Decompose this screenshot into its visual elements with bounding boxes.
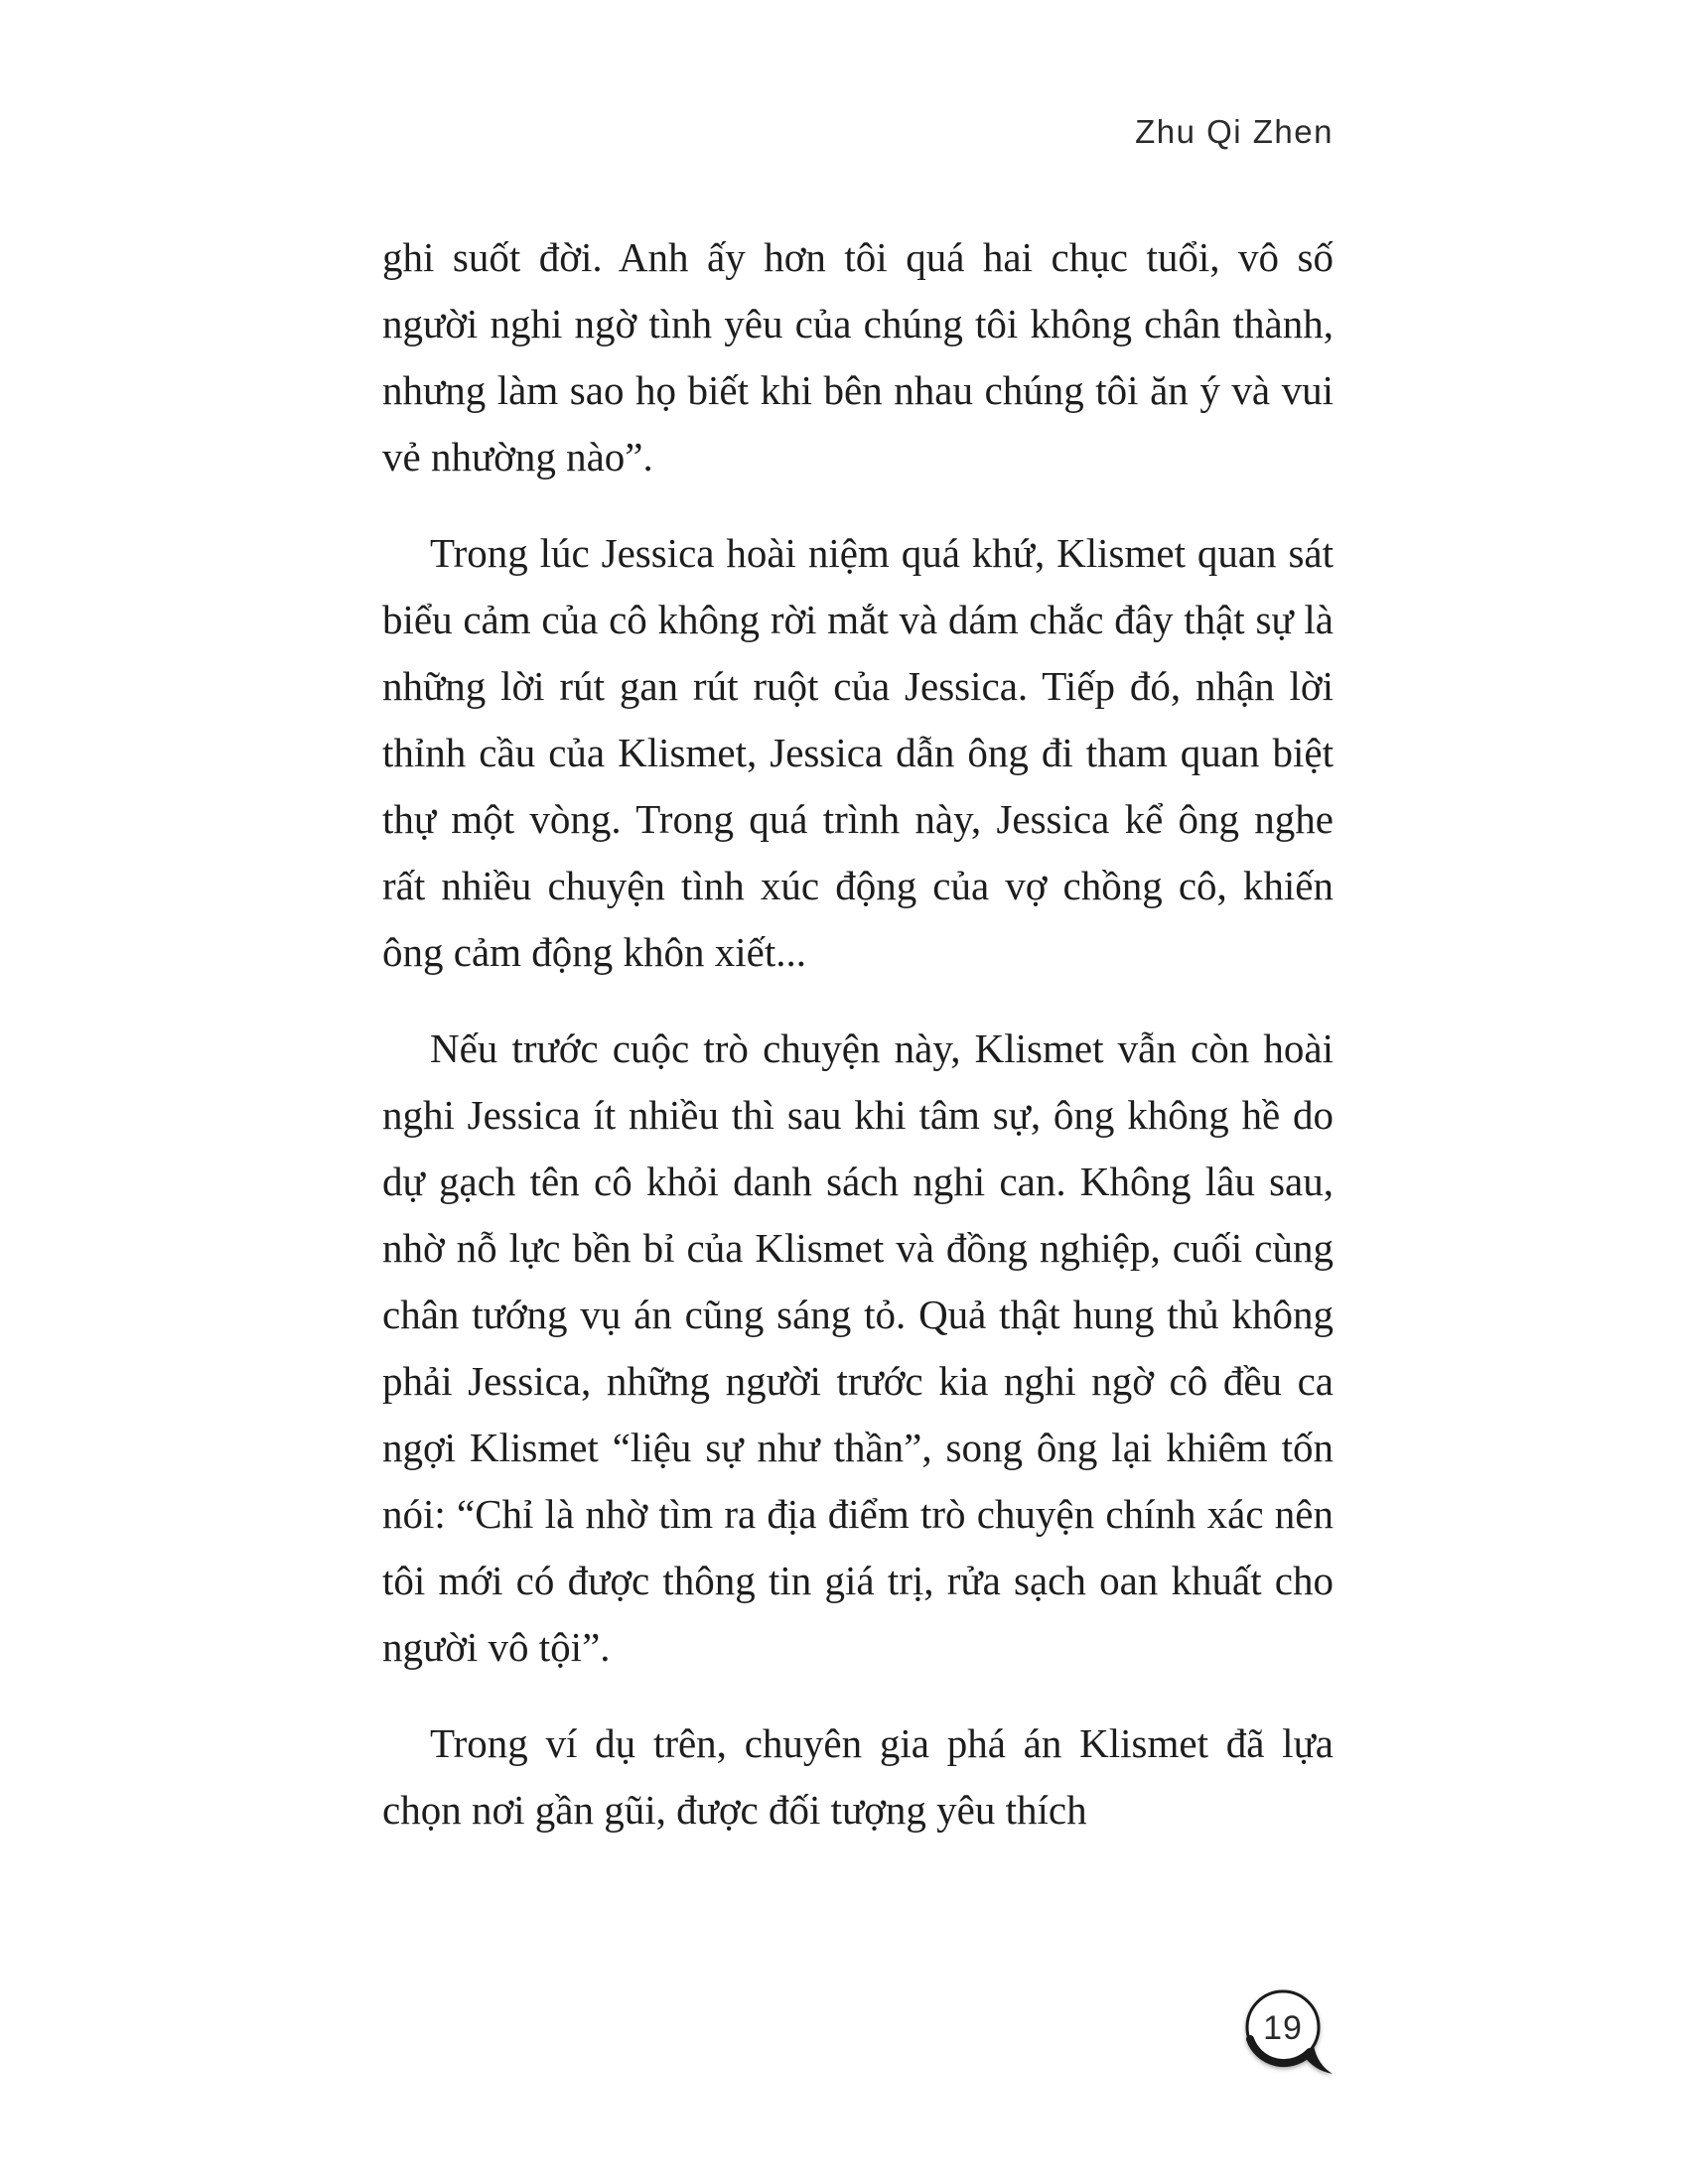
paragraph: Nếu trước cuộc trò chuyện này, Klismet vẫn còn hoài nghi Jessica ít nhiều thì sau khi tâm sự, ông không hề do dự gạch tên cô khỏi danh sách nghi can. Không lâu sau, nhờ nỗ lực bền bỉ của Klismet và đồng nghiệp, cuối cùng chân tướng vụ án cũng sáng tỏ. Quả thật hung thủ không phải Jessica, những người trước kia nghi ngờ cô đều ca ngợi Klismet “liệu sự như thần”, song ông lại khiêm tốn nói: “Chỉ là nhờ tìm ra địa điểm trò chuyện chính xác nên tôi mới có được thông tin giá trị, rửa sạch oan khuất cho người vô tội”. (382, 1025, 1334, 1670)
page-number: 19 (1263, 2009, 1303, 2047)
text-column (382, 224, 1334, 1873)
running-header: Zhu Qi Zhen (1135, 113, 1334, 150)
speech-bubble-icon (1235, 1983, 1338, 2087)
paragraph: ghi suốt đời. Anh ấy hơn tôi quá hai chục tuổi, vô số người nghi ngờ tình yêu của chúng tôi không chân thành, nhưng làm sao họ biết khi bên nhau chúng tôi ăn ý và vui vẻ nhường nào”. (382, 234, 1334, 479)
paragraph: Trong lúc Jessica hoài niệm quá khứ, Klismet quan sát biểu cảm của cô không rời mắt và dám chắc đây thật sự là những lời rút gan rút ruột của Jessica. Tiếp đó, nhận lời thỉnh cầu của Klismet, Jessica dẫn ông đi tham quan biệt thự một vòng. Trong quá trình này, Jessica kể ông nghe rất nhiều chuyện tình xúc động của vợ chồng cô, khiến ông cảm động khôn xiết... (382, 530, 1334, 975)
page-number-bubble (1235, 1983, 1338, 2087)
paragraph: Trong ví dụ trên, chuyên gia phá án Klismet đã lựa chọn nơi gần gũi, được đối tượng yêu thích (382, 1720, 1334, 1833)
